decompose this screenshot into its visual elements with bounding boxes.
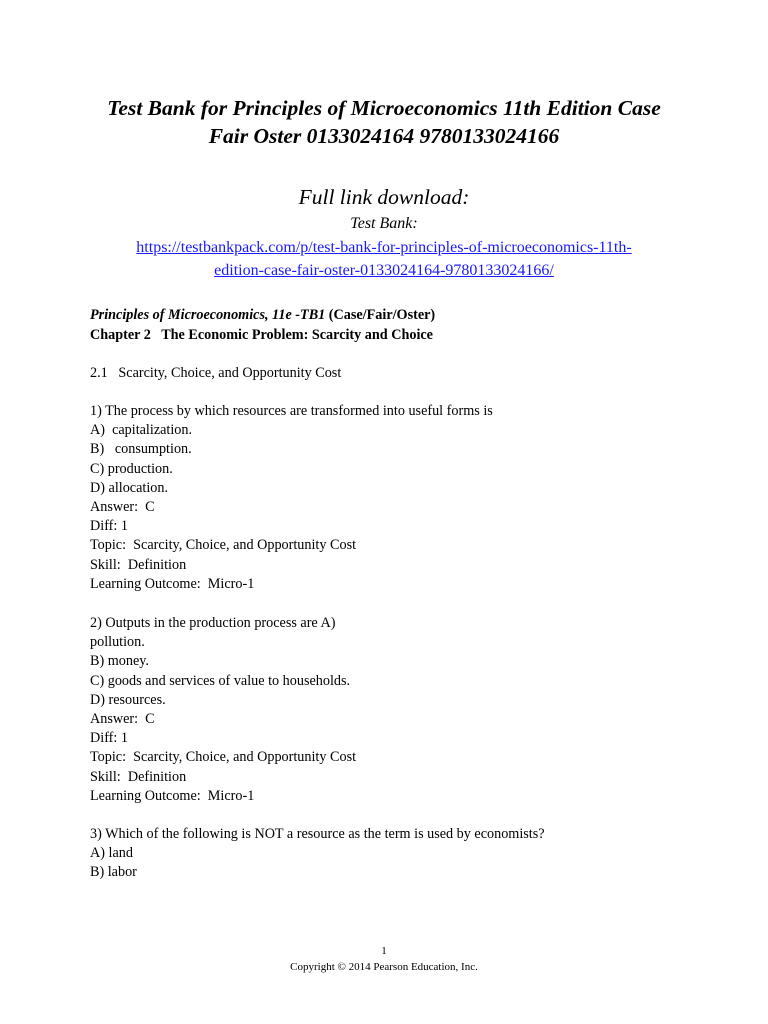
question-2-line: Answer: C (90, 711, 155, 728)
book-title: Principles of Microeconomics, 11e -TB1 (90, 307, 326, 323)
question-2-line: C) goods and services of value to households. (90, 672, 351, 689)
section-heading: 2.1 Scarcity, Choice, and Opportunity Cost (90, 365, 342, 381)
question-2-line: D) resources. (90, 691, 166, 708)
page-footer (60, 943, 708, 975)
question-1-line: Skill: Definition (90, 556, 187, 573)
question-1-line: B) consumption. (90, 441, 192, 458)
question-3 (90, 825, 545, 883)
question-1-line: C) production. (90, 460, 173, 477)
copyright-notice: Copyright © 2014 Pearson Education, Inc. (290, 961, 478, 973)
download-link-line-1[interactable]: https://testbankpack.com/p/test-bank-for-principles-of-microeconomics-11th- (136, 239, 632, 256)
question-2-line: Skill: Definition (90, 768, 187, 785)
question-3-line: A) land (90, 845, 133, 862)
question-2-line: pollution. (90, 634, 145, 651)
document-title (60, 94, 708, 150)
question-1-line: Answer: C (90, 499, 155, 516)
question-1-line: A) capitalization. (90, 422, 193, 439)
question-1-line: D) allocation. (90, 479, 169, 496)
chapter-heading: Chapter 2 The Economic Problem: Scarcity and Choice (90, 327, 433, 343)
book-title-line (90, 306, 435, 325)
question-1-line: Learning Outcome: Micro-1 (90, 575, 255, 592)
question-2-line: Topic: Scarcity, Choice, and Opportunity Cost (90, 749, 357, 766)
question-2-line: 2) Outputs in the production process are A) (90, 615, 336, 631)
question-1 (90, 402, 493, 594)
test-bank-label: Test Bank: (350, 215, 418, 232)
full-link-heading: Full link download: (298, 185, 470, 209)
download-link[interactable] (60, 236, 708, 282)
question-3-line: B) labor (90, 864, 137, 881)
question-2-line: B) money. (90, 653, 149, 670)
question-1-line: 1) The process by which resources are transformed into useful forms is (90, 403, 493, 419)
page-number: 1 (381, 945, 387, 957)
download-link-line-2[interactable]: edition-case-fair-oster-0133024164-9780133024166/ (214, 262, 554, 279)
question-2-line: Diff: 1 (90, 730, 128, 747)
question-3-line: 3) Which of the following is NOT a resource as the term is used by economists? (90, 826, 545, 842)
question-2-line: Learning Outcome: Micro-1 (90, 787, 255, 804)
question-2 (90, 614, 356, 806)
title-line-1: Test Bank for Principles of Microeconomics 11th Edition Case (107, 96, 661, 120)
book-authors: (Case/Fair/Oster) (325, 307, 436, 323)
question-1-line: Topic: Scarcity, Choice, and Opportunity Cost (90, 537, 357, 554)
question-1-line: Diff: 1 (90, 518, 128, 535)
title-line-2: Fair Oster 0133024164 9780133024166 (208, 124, 560, 148)
